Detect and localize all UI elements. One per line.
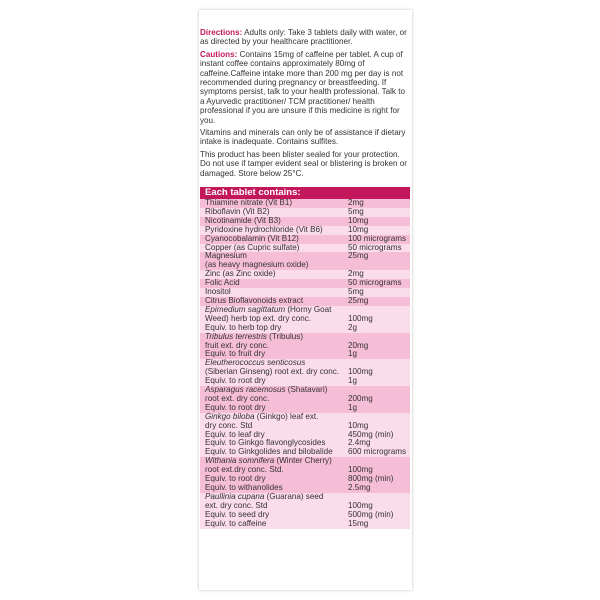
ingredient-latin-name: Asparagus racemosus (205, 385, 286, 395)
table-row (200, 520, 410, 529)
ingredient-amount: 800mg (min) (348, 474, 394, 484)
ingredient-amount: 100mg (348, 367, 373, 377)
ingredient-name-text: Magnesium (205, 251, 247, 261)
ingredient-amount: 10mg (348, 215, 369, 225)
ingredient-name-text: Copper (as Cupric sulfate) (205, 242, 300, 252)
ingredient-latin-name: Eleutherococcus senticosus (205, 358, 306, 368)
ingredient-name-text: Nicotinamide (Vit B3) (205, 215, 281, 225)
ingredient-name-text: Folic Acid (205, 278, 240, 288)
ingredient-name-text: ext. dry conc. Std (205, 500, 268, 510)
ingredient-name-text: (as heavy magnesium oxide) (205, 260, 309, 270)
ingredient-name-text: root ext. dry conc. (205, 393, 270, 403)
ingredient-amount: 100mg (348, 500, 373, 510)
ingredient-name-text: fruit ext. dry conc. (205, 340, 269, 350)
table-header: Each tablet contains: (200, 187, 410, 199)
ingredient-amount: 10mg (348, 420, 369, 430)
ingredient-name-text: Inositol (205, 287, 231, 297)
ingredient-name-text: Riboflavin (Vit B2) (205, 206, 270, 216)
ingredient-name-text: Equiv. to seed dry (205, 509, 270, 519)
ingredient-amount: 20mg (348, 340, 369, 350)
cautions-label: Cautions: (200, 49, 238, 59)
ingredient-latin-name: Paullinia cupana (205, 491, 265, 501)
ingredient-name-text: (Siberian Ginseng) root ext. dry conc. (205, 367, 340, 377)
ingredient-amount: 1g (348, 349, 358, 359)
ingredient-name-text: (Horny Goat (285, 304, 332, 314)
ingredient-name (205, 520, 348, 529)
ingredient-name-text: Weed) herb top ext. dry conc. (205, 313, 312, 323)
ingredient-name-text: (Winter Cherry) (274, 456, 332, 466)
ingredient-amount: 100mg (348, 313, 373, 323)
ingredient-name-text: (Shatavari) (285, 385, 328, 395)
ingredient-name-text: Equiv. to herb top dry (205, 322, 282, 332)
ingredient-name-text: Equiv. to caffeine (205, 518, 267, 528)
ingredient-amount: 500mg (min) (348, 509, 394, 519)
ingredient-name-text: Equiv. to root dry (205, 376, 266, 386)
ingredient-amount: 50 micrograms (348, 278, 402, 288)
ingredient-name-text: Cyanocobalamin (Vit B12) (205, 233, 299, 243)
blister-note: This product has been blister sealed for your protection. Do not use if tamper evident seal or blistering is broken or damaged. Store below 25°C. (200, 149, 407, 178)
ingredient-amount: 25mg (348, 251, 369, 261)
ingredient-latin-name: Withania somnifera (205, 456, 275, 466)
ingredient-name-text: dry conc. Std (205, 420, 253, 430)
vitamins-note: Vitamins and minerals can only be of assistance if dietary intake is inadequate. Contains sulfites. (200, 128, 406, 147)
ingredient-amount: 5mg (348, 287, 364, 297)
directions-text-block (200, 28, 410, 181)
ingredient-name-text: Equiv. to Ginkgo flavonglycosides (205, 438, 326, 448)
ingredient-name-text: Equiv. to root dry (205, 402, 266, 412)
ingredient-amount: 200mg (348, 393, 373, 403)
ingredient-name-text: Equiv. to fruit dry (205, 349, 266, 359)
ingredient-name-text: Equiv. to withanolides (205, 483, 283, 492)
ingredient-name-text: Equiv. to leaf dry (205, 429, 265, 439)
ingredient-latin-name: Tribulus terrestris (205, 331, 267, 341)
ingredient-amount: 10mg (348, 224, 369, 234)
ingredient-amount: 450mg (min) (348, 429, 394, 439)
ingredient-name-text: Zinc (as Zinc oxide) (205, 269, 276, 279)
ingredient-amount: 2.4mg (348, 438, 371, 448)
table-row (200, 279, 410, 288)
ingredient-name-text: Equiv. to root dry (205, 474, 266, 484)
ingredient-name-text: Citrus Bioflavonoids extract (205, 295, 304, 305)
directions-label: Directions: (200, 28, 243, 37)
ingredient-name-text: (Guarana) seed (264, 491, 324, 501)
ingredient-amount: 1g (348, 376, 358, 386)
cautions-paragraph (200, 50, 410, 125)
ingredient-amount: 100 micrograms (348, 233, 407, 243)
ingredient-amount: 5mg (348, 206, 364, 216)
ingredient-name-text: Equiv. to Ginkgolides and bilobalide (205, 447, 333, 457)
ingredient-amount: 2mg (348, 198, 364, 207)
ingredient-amount: 15mg (348, 518, 369, 528)
ingredient-amount: 1g (348, 402, 358, 412)
ingredient-name-text: (Ginkgo) leaf ext. (254, 411, 319, 421)
ingredient-latin-name: Ginkgo biloba (205, 411, 255, 421)
ingredient-name-text: (Tribulus) (266, 331, 304, 341)
ingredient-name-text: root ext.dry conc. Std. (205, 465, 284, 475)
directions-paragraph (200, 28, 410, 47)
ingredient-latin-name: Epimedium sagittatum (205, 304, 286, 314)
ingredient-amount: 600 micrograms (348, 447, 407, 457)
ingredient-name-text: Pyridoxine hydrochloride (Vit B6) (205, 224, 323, 234)
ingredient-name-text: Thiamine nitrate (Vit B1) (205, 198, 293, 207)
directions-text: Adults only: Take 3 tablets daily with water, or as directed by your healthcare practitioner. (200, 28, 407, 47)
ingredients-table (200, 187, 410, 529)
ingredient-amount: 100mg (348, 465, 373, 475)
ingredient-amount: 50 micrograms (348, 242, 402, 252)
ingredient-amount: 2g (348, 322, 358, 332)
cautions-text: Contains 15mg of caffeine per tablet. A cup of instant coffee contains approximately 80mg of caffeine.Caffeine intake more than 200 mg per day is not recommended during pregnancy or breastfeeding. If symptoms persist, talk to your health professional. Talk to a Ayurvedic practitioner/ TCM practitioner/ health professional if you are unsure if this medicine is right for you. (200, 49, 405, 125)
ingredient-amount: 25mg (348, 295, 369, 305)
table-rows (200, 199, 410, 529)
ingredient-amount: 2.5mg (348, 483, 371, 492)
ingredient-amount: 2mg (348, 269, 364, 279)
